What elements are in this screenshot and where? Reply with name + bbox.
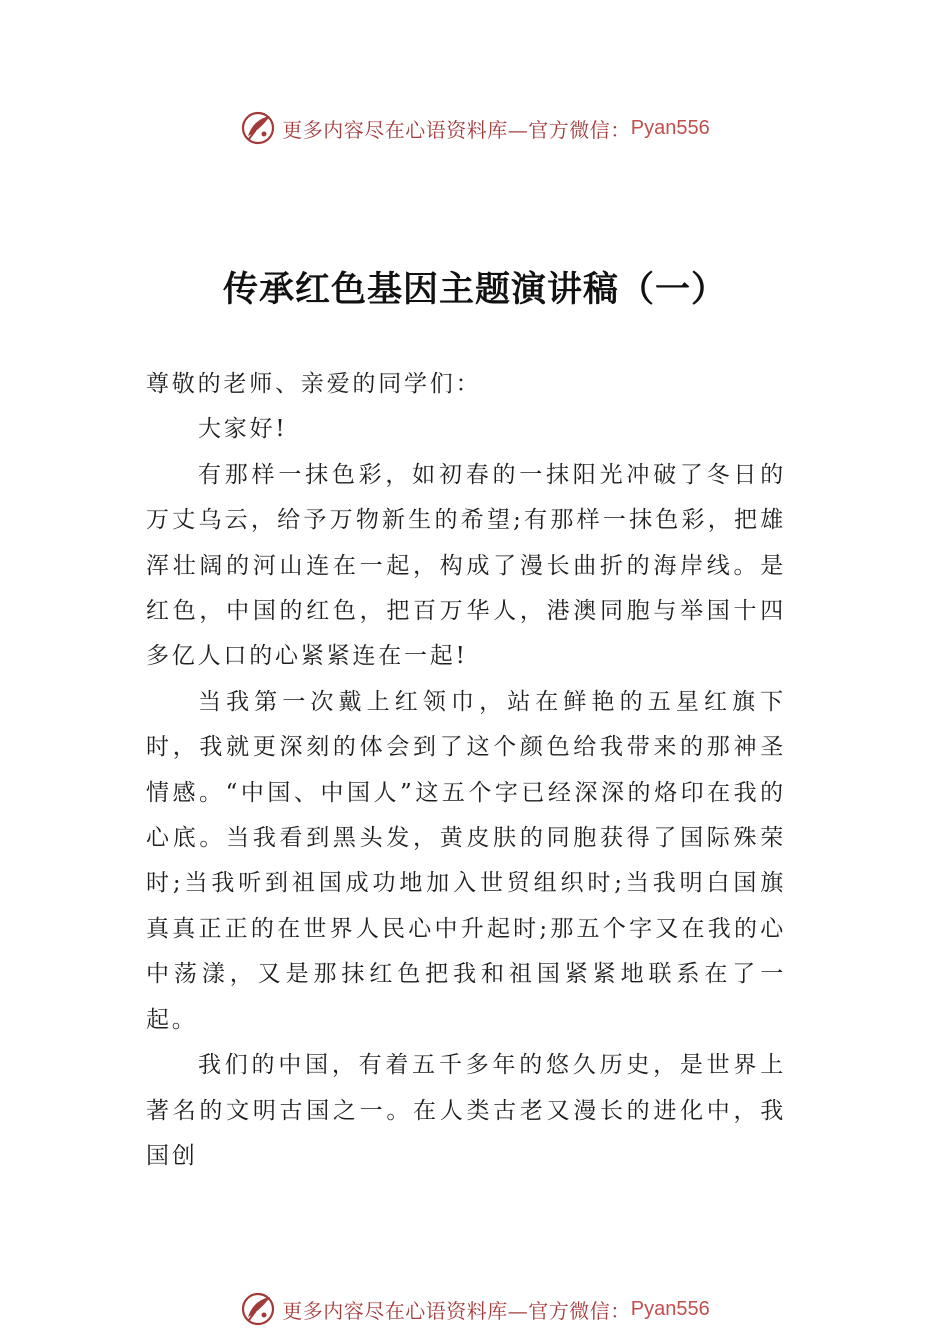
- body-paragraph: 当我第一次戴上红领巾，站在鲜艳的五星红旗下时，我就更深刻的体会到了这个颜色给我带来的那神圣情感。“中国、中国人”这五个字已经深深的烙印在我的心底。当我看到黑头发，黄皮肤的同胞获得了国际殊荣时;当我听到祖国成功地加入世贸组织时;当我明白国旗真真正正的在世界人民心中升起时;那五个字又在我的心中荡漾，又是那抹红色把我和祖国紧紧地联系在了一起。: [146, 688, 786, 1033]
- quill-logo-icon: [240, 1291, 276, 1327]
- salutation: 尊敬的老师、亲爱的同学们：: [146, 371, 482, 397]
- document-body: [146, 362, 786, 1179]
- document-title: 传承红色基因主题演讲稿（一）: [222, 270, 727, 310]
- header-watermark: [0, 108, 950, 148]
- greeting: 大家好!: [198, 416, 288, 443]
- watermark-text: 更多内容尽在心语资料库—官方微信：: [282, 1298, 631, 1323]
- body-paragraph: 有那样一抹色彩，如初春的一抹阳光冲破了冬日的万丈乌云，给予万物新生的希望;有那样一抹色彩，把雄浑壮阔的河山连在一起，构成了漫长曲折的海岸线。是红色，中国的红色，把百万华人，港澳同胞与举国十四多亿人口的心紧紧连在一起!: [146, 461, 786, 670]
- footer-watermark: [0, 1289, 950, 1329]
- body-paragraph: 我们的中国，有着五千多年的悠久历史，是世界上著名的文明古国之一。在人类古老又漫长的进化中，我国创: [146, 1052, 786, 1169]
- watermark-wechat-id: Pyan556: [630, 1297, 710, 1320]
- quill-logo-icon: [240, 110, 276, 146]
- watermark-wechat-id: Pyan556: [630, 116, 710, 139]
- watermark-text: 更多内容尽在心语资料库—官方微信：: [282, 117, 631, 142]
